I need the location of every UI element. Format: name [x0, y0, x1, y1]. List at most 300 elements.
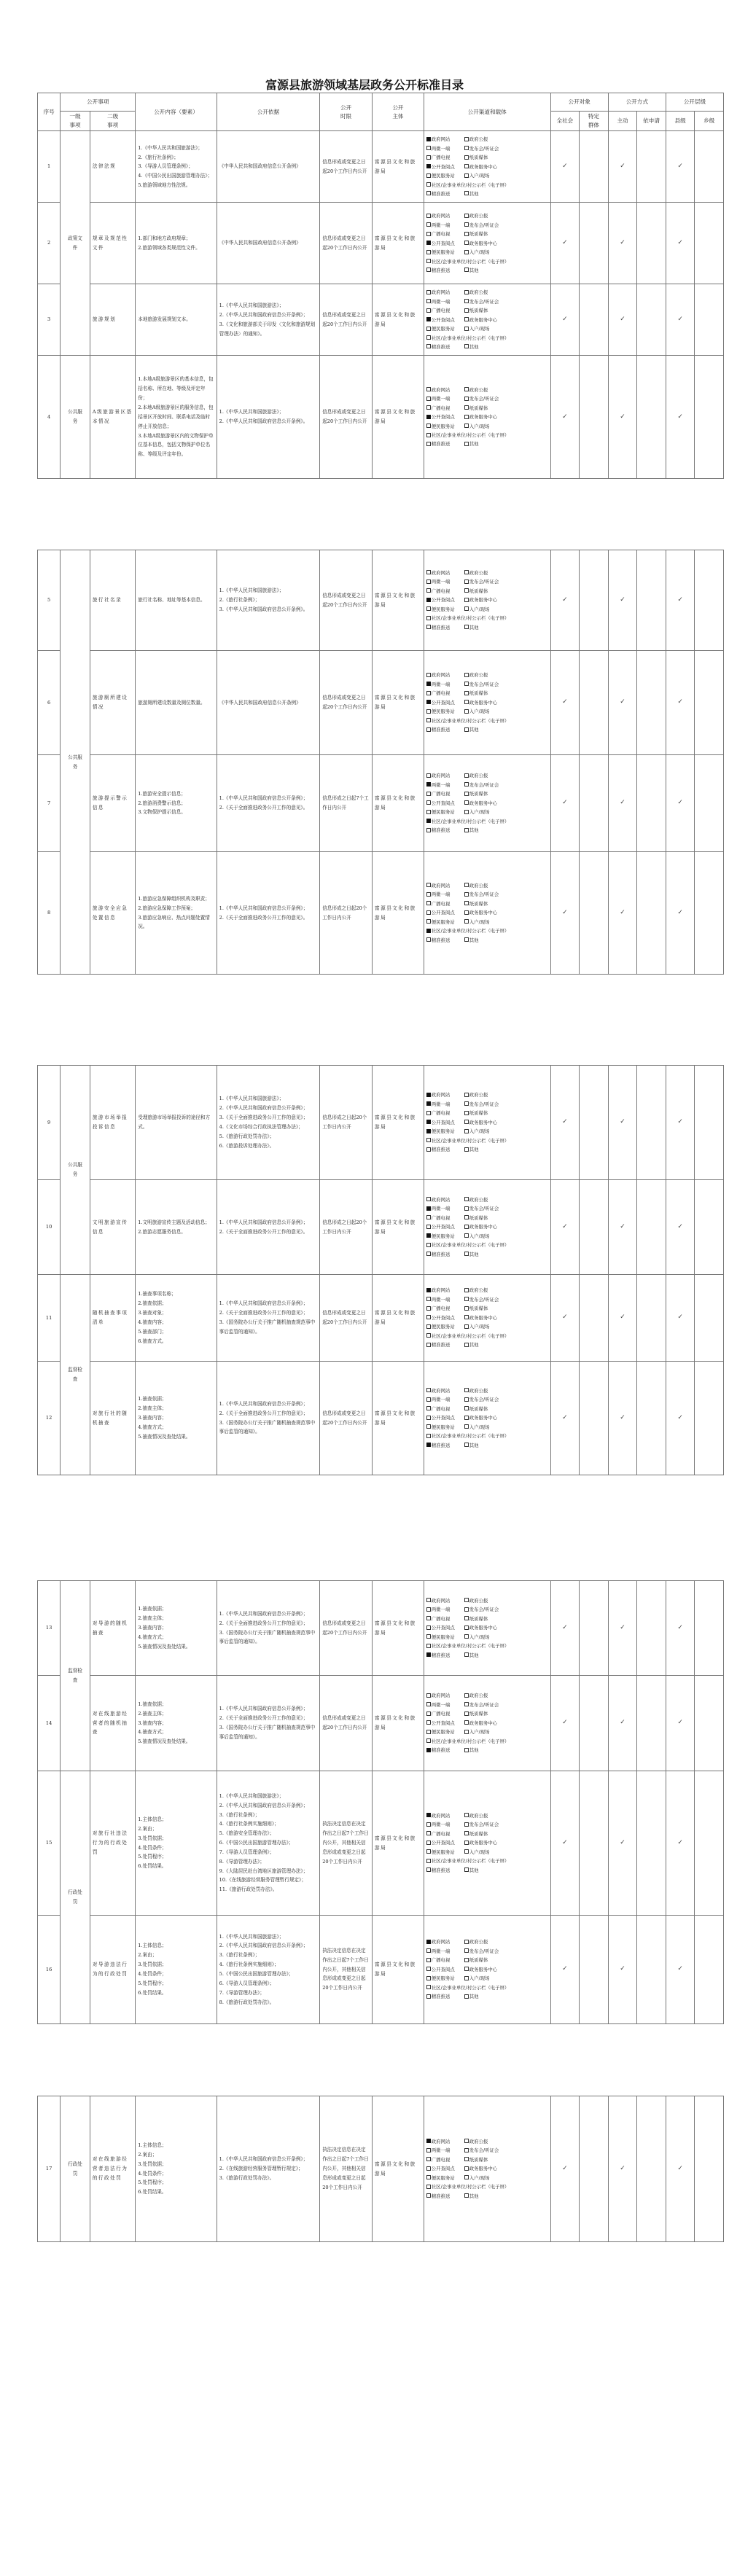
audience-all-cell: [550, 550, 580, 651]
header-method-request-label: 依申请: [643, 117, 660, 125]
channel-row: [426, 211, 548, 220]
seq-cell: 10: [38, 1180, 61, 1275]
channel-option: [426, 1332, 510, 1340]
channel-option: [426, 135, 464, 144]
unchecked-box-icon: [426, 259, 431, 263]
unchecked-box-icon: [464, 327, 469, 331]
unchecked-box-icon: [464, 137, 469, 141]
channel-row: [426, 707, 548, 716]
channel-option: [426, 2146, 464, 2155]
seq-cell: 7: [38, 755, 61, 852]
channel-option: [464, 144, 499, 153]
channel-option: [426, 1340, 464, 1349]
unchecked-box-icon: [464, 2175, 469, 2179]
channel-option: [426, 297, 464, 306]
seq-cell: 14: [38, 1676, 61, 1771]
channel-label: 政府公报: [469, 1597, 488, 1604]
channel-label: 政府公报: [469, 1287, 488, 1294]
channel-option: [426, 908, 464, 917]
channel-option: [464, 1340, 479, 1349]
unchecked-box-icon: [464, 2166, 469, 2171]
channel-row: [426, 1992, 548, 2001]
channel-option: [464, 239, 497, 248]
channel-option: [426, 817, 510, 826]
channel-option: [426, 1322, 464, 1331]
channel-label: 广播电视: [431, 405, 451, 411]
unchecked-box-icon: [426, 616, 431, 620]
method-active-cell: [608, 852, 637, 975]
channel-row: [426, 1204, 548, 1213]
header-deadline-label: 公开: [340, 104, 352, 111]
unchecked-box-icon: [426, 828, 431, 832]
basis-cell-line: 2.《关于全面推进政务公开工作的意见》。: [219, 914, 308, 921]
channel-option: [464, 153, 488, 162]
check-mark-icon: ✓: [620, 316, 625, 323]
basis-cell: [217, 755, 320, 852]
unchecked-box-icon: [426, 1702, 431, 1706]
channel-label: 发布会/听证会: [469, 1822, 499, 1828]
channel-label: 公开查阅点: [431, 1224, 455, 1230]
channel-row: [426, 163, 548, 171]
content-cell-line: 2.抽查主体；: [138, 1615, 167, 1622]
channel-label: 纸质媒体: [469, 588, 488, 594]
channel-label: 入户/现场: [469, 249, 490, 256]
basis-cell-line: 5.《旅游安全管理办法》；: [219, 1830, 275, 1837]
check-mark-icon: ✓: [562, 1314, 568, 1322]
unchecked-box-icon: [426, 173, 431, 178]
unchecked-box-icon: [426, 299, 431, 303]
channel-label: 政务服务中心: [469, 2166, 498, 2172]
channel-label: 发布会/听证会: [469, 145, 499, 152]
audience-specific-cell: [580, 1771, 609, 1916]
channel-option: [426, 1204, 464, 1213]
channels-cell: [424, 651, 550, 755]
unchecked-box-icon: [426, 1252, 431, 1256]
channel-label: 社区/企事业单位/村公示栏（电子屏）: [431, 1332, 510, 1339]
basis-cell-line: 3.《国务院办公厅关于推广随机抽查规范事中事后监管的通知》。: [219, 1725, 316, 1740]
basis-cell-line: 3.《国务院办公厅关于推广随机抽查规范事中事后监管的通知》。: [219, 1319, 316, 1335]
channel-row: [426, 2164, 548, 2173]
unchecked-box-icon: [464, 1120, 469, 1124]
method-active-cell: [608, 755, 637, 852]
unchecked-box-icon: [426, 344, 431, 348]
level2-cell: 旅行社名录: [90, 550, 135, 651]
header-level1-label: 一级: [69, 113, 81, 120]
channel-label: 政府公报: [469, 1693, 488, 1699]
table-row: [38, 1916, 724, 2024]
channel-label: 发布会/听证会: [469, 579, 499, 585]
channel-row: [426, 1848, 548, 1857]
channel-option: [464, 808, 490, 816]
channel-label: 便民服务站: [431, 1975, 455, 1982]
unchecked-box-icon: [464, 1652, 469, 1657]
channel-label: 发布会/听证会: [469, 298, 499, 305]
unchecked-box-icon: [426, 146, 431, 150]
channel-option: [426, 1286, 464, 1295]
channel-option: [426, 324, 464, 333]
table-row: [38, 131, 724, 203]
channel-label: 纸质媒体: [469, 308, 488, 314]
channel-label: 公开查阅点: [431, 1119, 455, 1125]
channel-label: 其他: [469, 1747, 479, 1754]
level2-cell: 对在线旅游经营者违法行为的行政处罚: [90, 2096, 135, 2242]
content-cell-line: 4.《中国公民出国旅游管理办法》；: [138, 173, 213, 179]
check-mark-icon: ✓: [620, 596, 625, 604]
content-cell-line: 4.抽查方式；: [138, 1729, 167, 1736]
method-request-cell: [637, 1275, 666, 1362]
level-county-cell: [666, 1581, 695, 1676]
channel-label: 便民服务站: [431, 1729, 455, 1736]
unchecked-box-icon: [426, 1397, 431, 1402]
unchecked-box-icon: [464, 1948, 469, 1953]
channel-label: 发布会/听证会: [469, 222, 499, 228]
unchecked-box-icon: [464, 1994, 469, 1999]
channel-label: 政府网站: [431, 289, 451, 296]
check-mark-icon: ✓: [562, 596, 568, 604]
unchecked-box-icon: [426, 2185, 431, 2189]
check-mark-icon: ✓: [562, 1118, 568, 1126]
method-active-cell: [608, 1771, 637, 1916]
channel-option: [464, 2146, 499, 2155]
channel-row: [426, 1386, 548, 1395]
channel-option: [426, 413, 464, 421]
channel-option: [426, 1642, 510, 1650]
checked-box-icon: [426, 415, 431, 419]
channel-option: [464, 698, 497, 707]
channel-option: [464, 316, 497, 324]
header-seq: [38, 93, 61, 131]
channel-row: [426, 918, 548, 926]
method-request-cell: [637, 1771, 666, 1916]
basis-cell-line: 8.《导游管理办法》；: [219, 1858, 265, 1865]
channel-label: 政府公报: [469, 1196, 488, 1203]
table-page-5: [37, 2096, 724, 2242]
channel-option: [464, 1605, 499, 1614]
channel-label: 政务服务中心: [469, 1625, 498, 1631]
channel-row: [426, 1423, 548, 1432]
channel-label: 社区/企事业单位/村公示栏（电子屏）: [431, 258, 510, 265]
channel-option: [426, 144, 464, 153]
channel-row: [426, 181, 548, 190]
basis-cell: [217, 651, 320, 755]
channel-option: [464, 936, 479, 945]
seq-cell: 1: [38, 131, 61, 203]
channel-option: [426, 1737, 510, 1746]
unchecked-box-icon: [464, 1967, 469, 1971]
channel-label: 广播电视: [431, 1957, 451, 1964]
channel-row: [426, 221, 548, 230]
audience-all-cell: [550, 284, 580, 356]
unchecked-box-icon: [464, 1693, 469, 1698]
check-mark-icon: ✓: [620, 799, 625, 807]
channel-option: [464, 781, 499, 789]
checked-box-icon: [426, 1288, 431, 1292]
channel-label: 精准推送: [431, 2193, 451, 2199]
channel-label: 入户/现场: [469, 1975, 490, 1982]
header-method-active-label: 主动: [617, 117, 628, 125]
channel-label: 政府公报: [469, 2138, 488, 2144]
content-cell-line: 2.案由；: [138, 1825, 157, 1832]
content-cell-line: 本地旅游发展规划文本。: [138, 316, 191, 323]
channel-label: 精准推送: [431, 1442, 451, 1448]
channel-label: 纸质媒体: [469, 1615, 488, 1622]
unchecked-box-icon: [426, 222, 431, 227]
level-township-cell: [695, 284, 724, 356]
channel-option: [426, 257, 510, 266]
channel-option: [426, 890, 464, 899]
content-cell-line: 1.抽查事项名称；: [138, 1291, 176, 1297]
basis-cell-line: 7.《导游管理办法》；: [219, 1989, 265, 1996]
channel-label: 政务服务中心: [469, 800, 498, 806]
channel-option: [426, 1241, 510, 1249]
channel-label: 入户/现场: [469, 423, 490, 429]
channel-row: [426, 577, 548, 586]
channel-option: [464, 413, 497, 421]
channel-label: 纸质媒体: [469, 1711, 488, 1717]
channel-row: [426, 1937, 548, 1946]
channel-row: [426, 908, 548, 917]
channel-label: 精准推送: [431, 827, 451, 834]
content-cell-line: 4.处罚条件；: [138, 1971, 167, 1977]
check-mark-icon: ✓: [562, 1838, 568, 1846]
channel-option: [426, 230, 464, 238]
channels-cell: [424, 131, 550, 203]
check-mark-icon: ✓: [677, 1838, 683, 1846]
level2-cell: 对旅行社的随机抽查: [90, 1362, 135, 1475]
channel-label: 发布会/听证会: [469, 1296, 499, 1303]
basis-cell-line: 《中华人民共和国政府信息公开条例》: [219, 240, 301, 246]
check-mark-icon: ✓: [620, 1118, 625, 1126]
channel-label: 政府公报: [469, 882, 488, 889]
header-level: [666, 93, 723, 112]
content-cell-line: 4.抽查方式；: [138, 1634, 167, 1640]
check-mark-icon: ✓: [677, 1413, 683, 1421]
level-township-cell: [695, 1180, 724, 1275]
channel-option: [426, 1956, 464, 1964]
basis-cell-line: 3.《国务院办公厅关于推广随机抽查规范事中事后监管的通知》。: [219, 1629, 316, 1645]
unchecked-box-icon: [464, 222, 469, 227]
channel-label: 政务服务中心: [469, 1840, 498, 1846]
channel-label: 政务服务中心: [469, 316, 498, 323]
channel-row: [426, 1395, 548, 1404]
channel-row: [426, 587, 548, 596]
channel-option: [464, 297, 499, 306]
channel-label: 发布会/听证会: [469, 781, 499, 788]
level-county-cell: [666, 1180, 695, 1275]
channel-row: [426, 826, 548, 835]
header-subject-label: 主体: [392, 112, 404, 120]
method-active-cell: [608, 1066, 637, 1180]
channel-row: [426, 1090, 548, 1099]
channel-option: [426, 1633, 464, 1642]
unchecked-box-icon: [426, 792, 431, 796]
unchecked-box-icon: [464, 883, 469, 887]
unchecked-box-icon: [426, 773, 431, 778]
channel-row: [426, 1857, 548, 1865]
content-cell-line: 2.《旅行社条例》；: [138, 154, 179, 160]
header-level-county-label: 县级: [674, 117, 686, 125]
unchecked-box-icon: [464, 1813, 469, 1817]
channel-label: 政府公报: [469, 1387, 488, 1394]
channel-label: 便民服务站: [431, 173, 455, 179]
channel-option: [464, 1090, 488, 1099]
channel-option: [426, 689, 464, 698]
check-mark-icon: ✓: [677, 1118, 683, 1126]
channel-option: [426, 2174, 464, 2182]
channel-option: [426, 826, 464, 835]
table-row: [38, 1275, 724, 1362]
basis-cell-line: 11.《旅游行政处罚办法》。: [219, 1886, 278, 1893]
content-cell-line: 1.主体信息；: [138, 1943, 167, 1949]
seq-cell: 16: [38, 1916, 61, 2024]
channel-option: [426, 789, 464, 798]
subject-cell: 富源县文化和旅游局: [373, 284, 424, 356]
channel-label: 公开查阅点: [431, 699, 455, 706]
channel-row: [426, 817, 548, 826]
channel-option: [464, 386, 488, 394]
unchecked-box-icon: [426, 901, 431, 905]
content-cell: [136, 550, 217, 651]
channel-option: [464, 1222, 497, 1231]
basis-cell-line: 1.《中华人民共和国政府信息公开条例》；: [219, 1219, 308, 1225]
channel-option: [426, 1701, 464, 1709]
check-mark-icon: ✓: [562, 1965, 568, 1973]
unchecked-box-icon: [426, 1197, 431, 1201]
channel-option: [464, 908, 497, 917]
channel-label: 政务服务中心: [469, 1119, 498, 1125]
channel-label: 广播电视: [431, 791, 451, 797]
channel-label: 两微一端: [431, 1296, 451, 1303]
unchecked-box-icon: [464, 1958, 469, 1962]
unchecked-box-icon: [426, 910, 431, 915]
channel-label: 其他: [469, 267, 479, 273]
channel-option: [464, 623, 479, 632]
check-mark-icon: ✓: [620, 413, 625, 421]
deadline-cell: 信息形成或变更之日起20个工作日内公开: [320, 131, 373, 203]
unchecked-box-icon: [464, 1388, 469, 1392]
basis-cell-line: 1.《中华人民共和国旅游法》；: [219, 588, 284, 594]
method-request-cell: [637, 1180, 666, 1275]
basis-cell-line: 《中华人民共和国政府信息公开条例》: [219, 163, 301, 170]
channel-label: 入户/现场: [469, 918, 490, 925]
deadline-cell: 信息形成或变更之日起20个工作日内公开: [320, 1676, 373, 1771]
basis-cell-line: 3.《关于全面推进政务公开工作的意见》；: [219, 1115, 308, 1121]
channel-label: 政府网站: [431, 213, 451, 219]
disclosure-table: [37, 1065, 724, 1475]
channel-option: [426, 334, 510, 343]
content-cell-line: 5.旅游领域地方性法规。: [138, 182, 191, 189]
channel-option: [464, 689, 488, 698]
deadline-cell: 执法决定信息在决定作出之日起7个工作日内公开，其他相关信息形成或变更之日起20个工作日内公开: [320, 1916, 373, 2024]
subject-cell: 富源县文化和旅游局: [373, 755, 424, 852]
channel-row: [426, 689, 548, 698]
channel-label: 两微一端: [431, 222, 451, 228]
channel-option: [464, 1811, 488, 1820]
method-request-cell: [637, 2096, 666, 2242]
channel-label: 纸质媒体: [469, 900, 488, 907]
channel-option: [464, 2164, 497, 2173]
channel-label: 社区/企事业单位/村公示栏（电子屏）: [431, 1643, 510, 1650]
channel-row: [426, 248, 548, 257]
channel-option: [464, 1719, 497, 1728]
channel-label: 社区/企事业单位/村公示栏（电子屏）: [431, 432, 510, 438]
channel-row: [426, 671, 548, 679]
basis-cell-line: 5.《中国公民出国旅游管理办法》；: [219, 1971, 294, 1977]
channel-row: [426, 1830, 548, 1838]
unchecked-box-icon: [426, 335, 431, 340]
unchecked-box-icon: [426, 625, 431, 629]
channel-label: 政务服务中心: [469, 1415, 498, 1421]
channel-label: 入户/现场: [469, 1424, 490, 1430]
content-cell-line: 2.旅游应急保障工作预案；: [138, 905, 196, 911]
seq-cell: 9: [38, 1066, 61, 1180]
check-mark-icon: ✓: [562, 163, 568, 170]
channel-row: [426, 316, 548, 324]
channel-label: 政府公报: [469, 289, 488, 296]
channel-label: 其他: [469, 441, 479, 448]
level-township-cell: [695, 550, 724, 651]
unchecked-box-icon: [426, 1225, 431, 1229]
channel-option: [426, 1386, 464, 1395]
channel-row: [426, 440, 548, 448]
level2-cell: 旅游安全应急处置信息: [90, 852, 135, 975]
unchecked-box-icon: [426, 579, 431, 584]
channel-row: [426, 1974, 548, 1983]
channel-row: [426, 230, 548, 238]
basis-cell-line: 1.《中华人民共和国政府信息公开条例》；: [219, 905, 308, 911]
channel-row: [426, 2137, 548, 2146]
channel-label: 纸质媒体: [469, 690, 488, 697]
channels-cell: [424, 755, 550, 852]
channels-cell: [424, 284, 550, 356]
level2-cell: 旅游提示警示信息: [90, 755, 135, 852]
channel-row: [426, 1728, 548, 1736]
channel-option: [464, 577, 499, 586]
content-cell-line: 2.抽查主体；: [138, 1710, 167, 1717]
deadline-cell: 信息形成或变更之日起20个工作日内公开: [320, 1581, 373, 1676]
unchecked-box-icon: [426, 1738, 431, 1743]
unchecked-box-icon: [464, 937, 469, 942]
channel-option: [426, 1118, 464, 1127]
unchecked-box-icon: [426, 397, 431, 401]
channel-label: 其他: [469, 343, 479, 350]
unchecked-box-icon: [464, 146, 469, 150]
channel-option: [464, 248, 490, 257]
channel-label: 公开查阅点: [431, 414, 455, 421]
channel-option: [464, 587, 488, 596]
channel-option: [426, 1222, 464, 1231]
header-level-label: 公开层级: [683, 98, 706, 105]
unchecked-box-icon: [464, 2193, 469, 2198]
method-active-cell: [608, 1916, 637, 2024]
level-township-cell: [695, 1275, 724, 1362]
level1-cell: 行政处罚: [61, 1771, 90, 2024]
header-content-label: 公开内容（要素）: [154, 108, 198, 115]
channel-label: 其他: [469, 1342, 479, 1349]
channel-label: 政府公报: [469, 386, 488, 393]
checked-box-icon: [426, 598, 431, 602]
channel-option: [426, 1127, 464, 1136]
content-cell-line: 5.处罚程序；: [138, 2179, 167, 2186]
unchecked-box-icon: [464, 1288, 469, 1292]
channel-label: 纸质媒体: [469, 405, 488, 411]
table-row: [38, 1676, 724, 1771]
unchecked-box-icon: [464, 2148, 469, 2152]
unchecked-box-icon: [464, 1147, 469, 1152]
basis-cell-line: 9.《大陆居民赴台湾地区旅游管理办法》；: [219, 1867, 308, 1874]
check-mark-icon: ✓: [620, 1314, 625, 1322]
basis-cell-line: 3.《旅行社条例》；: [219, 1952, 260, 1959]
